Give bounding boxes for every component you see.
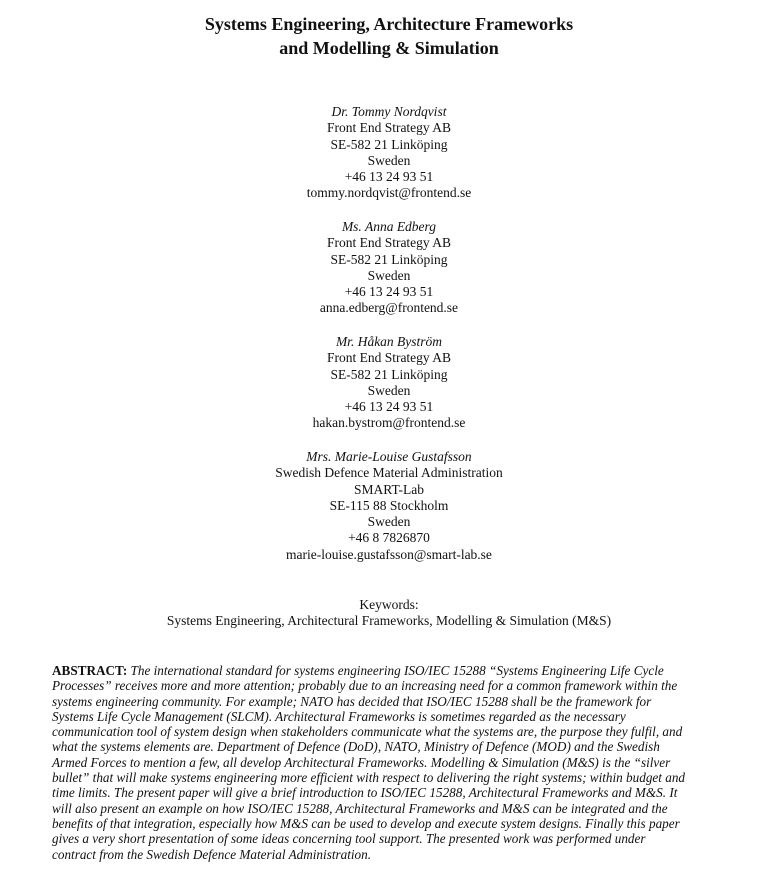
author-phone: +46 13 24 93 51: [344, 284, 434, 300]
keywords-label: Keywords:: [359, 597, 419, 612]
abstract-line: benefits of that integration, especially how M&S can be used to develop and execute system designs. Finally this paper: [52, 815, 680, 831]
author-country: Sweden: [367, 514, 411, 530]
author-country: Sweden: [367, 267, 411, 283]
paper-title-line-1: Systems Engineering, Architecture Frameworks: [204, 14, 574, 34]
author-country: Sweden: [367, 152, 411, 168]
abstract-line: what the systems elements are. Department of Defence (DoD), NATO, Ministry of Defence (MOD) and the Swedish: [52, 739, 660, 755]
author-address: SE-115 88 Stockholm: [329, 497, 449, 513]
author-address: SE-582 21 Linköping: [330, 136, 448, 152]
abstract-line: [52, 663, 742, 678]
author-block: [0, 449, 778, 563]
author-name: Dr. Tommy Nordqvist: [331, 104, 447, 119]
author-phone: +46 13 24 93 51: [344, 399, 434, 415]
author-department: SMART-Lab: [354, 481, 424, 497]
author-address: SE-582 21 Linköping: [330, 366, 448, 382]
author-address: SE-582 21 Linköping: [330, 251, 448, 267]
abstract-line: bullet” that will make systems engineering more efficient with respect to delivering the right systems; within budget and: [52, 770, 686, 786]
author-country: Sweden: [367, 382, 411, 398]
author-phone: +46 13 24 93 51: [344, 169, 434, 185]
author-block: [0, 104, 778, 202]
author-phone: +46 8 7826870: [348, 530, 430, 546]
author-email: anna.edberg@frontend.se: [319, 300, 459, 316]
abstract-line: gives a very short presentation of some ideas concerning tool support. The presented work was performed under: [52, 831, 646, 847]
abstract-line: will also present an example on how ISO/IEC 15288, Architectural Frameworks and M&S can be integrated and the: [52, 800, 668, 816]
abstract-line: Processes” receives more and more attention; probably due to an increasing need for a common framework within the: [52, 678, 678, 694]
author-organization: Front End Strategy AB: [326, 235, 452, 251]
author-organization: Swedish Defence Material Administration: [275, 465, 503, 481]
author-email: tommy.nordqvist@frontend.se: [306, 185, 472, 201]
abstract-line: systems engineering community. For example; NATO has decided that ISO/IEC 15288 shall be the framework for: [52, 693, 652, 709]
abstract-line: Systems Life Cycle Management (SLCM). Architectural Frameworks is sometimes regarded as the necessary: [52, 708, 626, 724]
author-organization: Front End Strategy AB: [326, 350, 452, 366]
author-organization: Front End Strategy AB: [326, 120, 452, 136]
author-name: Mrs. Marie-Louise Gustafsson: [306, 449, 472, 464]
author-block: [0, 334, 778, 432]
abstract-line: time limits. The present paper will give a brief introduction to ISO/IEC 15288, Architectural Frameworks and M&S. It: [52, 785, 678, 801]
abstract-line: communication tool of system design when stakeholders communicate what the systems are, the purpose they fulfil, and: [52, 724, 683, 740]
author-email: marie-louise.gustafsson@smart-lab.se: [286, 546, 492, 562]
abstract-line: contract from the Swedish Defence Material Administration.: [52, 846, 372, 862]
keywords-text: Systems Engineering, Architectural Frameworks, Modelling & Simulation (M&S): [166, 613, 612, 628]
paper-title-line-2: and Modelling & Simulation: [279, 38, 499, 58]
abstract-text: The international standard for systems engineering ISO/IEC 15288 “Systems Engineering Life Cycle: [130, 663, 664, 678]
author-name: Mr. Håkan Byström: [335, 334, 443, 349]
abstract: [52, 663, 742, 862]
author-email: hakan.bystrom@frontend.se: [312, 415, 466, 431]
author-name: Ms. Anna Edberg: [341, 219, 437, 234]
abstract-label: ABSTRACT:: [52, 663, 128, 678]
abstract-line: Armed Forces to mention a few, all develop Architectural Frameworks. Modelling & Simulation (M&S) is the “silver: [52, 754, 671, 770]
author-block: [0, 219, 778, 317]
